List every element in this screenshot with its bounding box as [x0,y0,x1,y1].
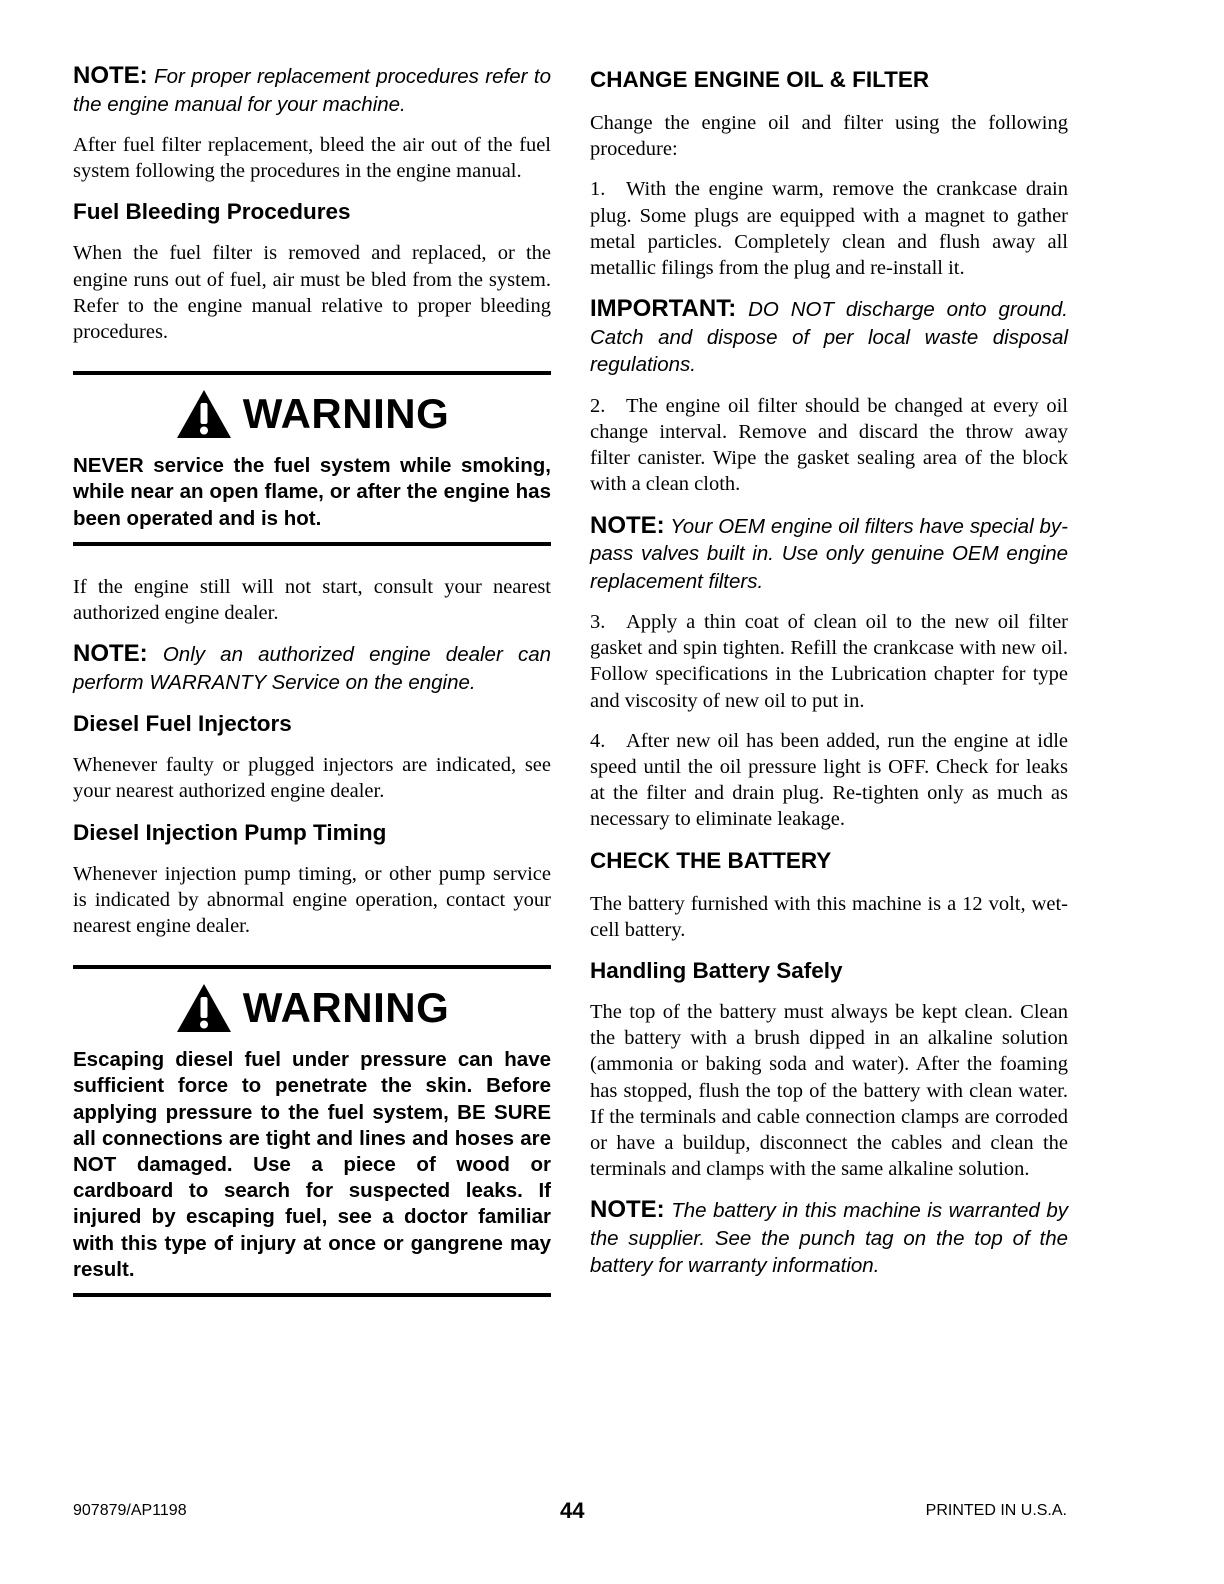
heading-fuel-injectors: Diesel Fuel Injectors [73,711,292,737]
note-text: For proper replacement procedures refer to the engine manual for your machine. [73,65,551,116]
step-number: 3. [590,611,606,634]
left-column [73,62,551,1325]
page-number: 44 [560,1498,585,1523]
page-footer [73,1498,1067,1524]
heading-check-battery: CHECK THE BATTERY [590,847,832,873]
step-text: With the engine warm, remove the crankcase drain plug. Some plugs are equipped with a magnet to gather metal particles. Completely clean and flush away all metallic filings from the plug and re-install it. [590,178,1068,280]
heading-pump-timing: Diesel Injection Pump Timing [73,819,387,845]
note-oem-filters [590,512,1068,596]
warning-box-smoking [73,371,551,546]
note-lead: NOTE: [590,511,665,539]
document-number: 907879/AP1198 [73,1502,187,1519]
note-battery-warranty [590,1196,1068,1280]
note-replacement-procedures [73,62,551,118]
paragraph-fuel-bleeding: When the fuel filter is removed and replaced, or the engine runs out of fuel, air must be bled from the system. Refer to the engine manual relative to proper bleeding procedures. [73,242,551,344]
warning-text: NEVER service the fuel system while smoking, while near an open flame, or after the engine has been operated and is hot. [73,454,551,530]
warning-box-fuel-pressure [73,965,551,1297]
paragraph-handling-battery: The top of the battery must always be kept clean. Clean the battery with a brush dipped in an alkaline solution (ammonia or baking soda and water). After the foaming has stopped, flush the top of the battery with clean water. If the terminals and cable connection clamps are corroded or have a buildup, disconnect the cables and clean the terminals and clamps with the same alkaline solution. [590,1001,1068,1181]
step-4 [590,728,1068,833]
warning-title: WARNING [242,984,450,1032]
warning-header [73,979,551,1037]
step-1 [590,176,1068,281]
step-text: After new oil has been added, run the engine at idle speed until the oil pressure light is OFF. Check for leaks at the filter and drain plug. Re-tighten only as much as necessary to eliminate leakage. [590,729,1068,831]
step-number: 2. [590,394,606,417]
step-text: Apply a thin coat of clean oil to the new oil filter gasket and spin tighten. Refill the crankcase with new oil. Follow specifications in the Lubrication chapter for type and viscosity of new oil to put in. [590,611,1068,712]
step-text: The engine oil filter should be changed at every oil change interval. Remove and discard the throw away filter canister. Wipe the gasket sealing area of the block with a clean cloth. [590,394,1068,496]
paragraph-oil-intro: Change the engine oil and filter using the following procedure: [590,112,1068,161]
warning-header [73,385,551,443]
note-lead: NOTE: [73,640,148,668]
paragraph-engine-not-start: If the engine still will not start, consult your nearest authorized engine dealer. [73,575,551,625]
important-discharge [590,295,1068,379]
heading-handling-battery: Handling Battery Safely [590,958,843,984]
right-column [590,62,1068,1294]
paragraph-bleed-air: After fuel filter replacement, bleed the air out of the fuel system following the procedures in the engine manual. [73,134,551,183]
heading-fuel-bleeding: Fuel Bleeding Procedures [73,199,351,225]
paragraph-fuel-injectors: Whenever faulty or plugged injectors are indicated, see your nearest authorized engine dealer. [73,754,551,803]
paragraph-pump-timing: Whenever injection pump timing, or other pump service is indicated by abnormal engine operation, contact your nearest engine dealer. [73,862,551,938]
printed-in: PRINTED IN U.S.A. [925,1502,1067,1519]
step-number: 1. [590,178,606,201]
important-text: DO NOT discharge onto ground. Catch and dispose of per local waste disposal regulations. [590,298,1068,377]
warning-text: Escaping diesel fuel under pressure can have sufficient force to penetrate the skin. Before applying pressure to the fuel system, BE SURE all connections are tight and lines and hoses are NOT damaged. Use a piece of wood or cardboard to search for suspected leaks. If injured by escaping fuel, see a doctor familiar with this type of injury at once or gangrene may result. [73,1048,551,1281]
paragraph-battery: The battery furnished with this machine is a 12 volt, wet-cell battery. [590,892,1068,941]
step-number: 4. [590,729,606,752]
step-2 [590,393,1068,498]
step-3 [590,609,1068,714]
note-text: Only an authorized engine dealer can perform WARRANTY Service on the engine. [73,643,552,694]
warning-triangle-icon [175,982,233,1034]
heading-change-oil-filter: CHANGE ENGINE OIL & FILTER [590,67,930,92]
note-warranty-service [73,640,551,696]
note-text: Your OEM engine oil filters have special by-pass valves built in. Use only genuine OEM engine replacement filters. [590,514,1068,593]
important-lead: IMPORTANT: [590,295,737,323]
note-text: The battery in this machine is warranted by the supplier. See the punch tag on the top of the battery for warranty information. [590,1199,1068,1278]
note-lead: NOTE: [590,1196,665,1224]
note-lead: NOTE: [73,62,148,89]
warning-title: WARNING [242,390,450,438]
warning-triangle-icon [175,388,233,440]
